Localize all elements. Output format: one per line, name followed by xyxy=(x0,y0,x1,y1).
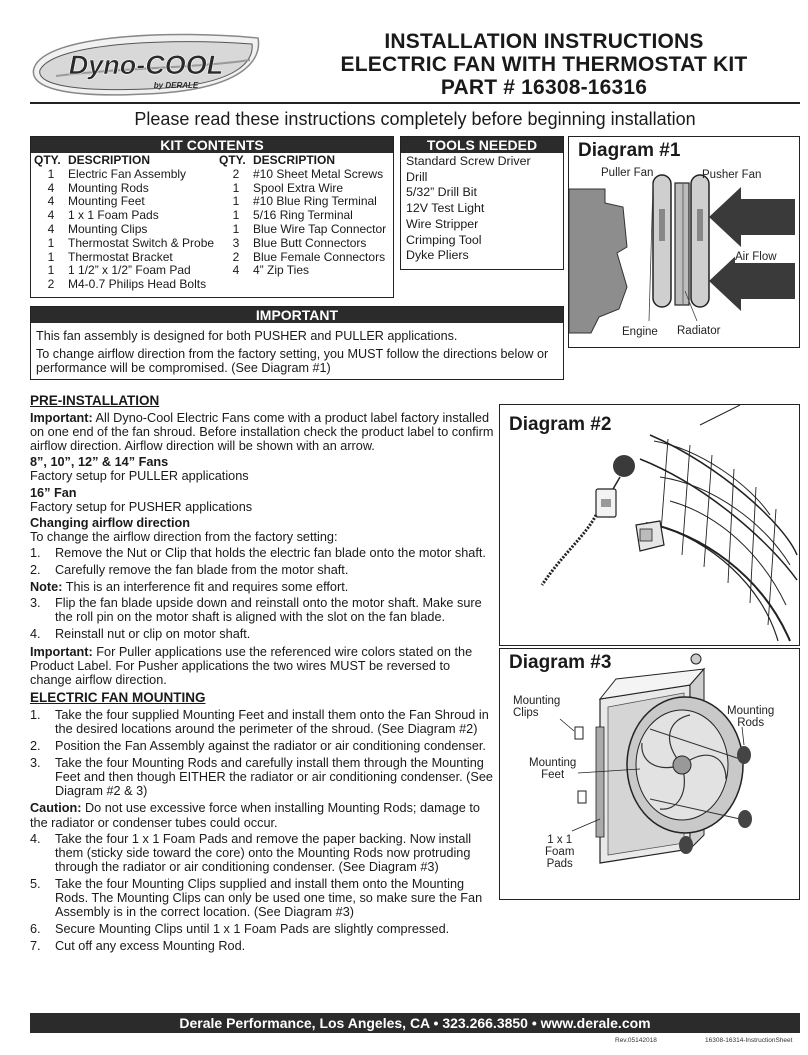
read-notice: Please read these instructions completely before beginning installation xyxy=(134,109,696,129)
footer-bar: Derale Performance, Los Angeles, CA • 323.266.3850 • www.derale.com xyxy=(30,1013,800,1033)
list-item: 4 Mounting Feet xyxy=(47,194,145,209)
tools-list xyxy=(406,154,531,264)
large-fan-text: Factory setup for PUSHER applications xyxy=(30,499,253,514)
brand-by: by DERALE xyxy=(153,81,199,90)
list-item: 1 #10 Blue Ring Terminal xyxy=(232,194,377,209)
list-item: 2. Carefully remove the fan blade from the motor shaft. xyxy=(30,563,349,578)
list-item: 2 M4-0.7 Philips Head Bolts xyxy=(47,277,207,292)
sheet-code: 16308-16314-InstructionSheet xyxy=(705,1037,793,1044)
diagram-3-title: Diagram #3 xyxy=(509,652,612,673)
kit-contents-title: KIT CONTENTS xyxy=(31,137,393,153)
mounting-rods-label: Mounting Rods xyxy=(727,705,775,729)
list-item: 2 Blue Female Connectors xyxy=(232,249,386,264)
small-fans-text: Factory setup for PULLER applications xyxy=(30,469,249,484)
list-item: 1. Take the four supplied Mounting Feet and install them onto the Fan Shroud in the desired locations around the perimeter of the shroud. (See Diagram #2) xyxy=(30,707,489,736)
tools-needed-title: TOOLS NEEDED xyxy=(401,137,563,153)
title-line-1: INSTALLATION INSTRUCTIONS xyxy=(384,30,704,53)
diagram-2-title: Diagram #2 xyxy=(509,414,612,435)
small-fans-heading: 8”, 10”, 12” & 14” Fans xyxy=(30,455,169,470)
list-item: 3 Blue Butt Connectors xyxy=(232,235,367,250)
diagram-2 xyxy=(499,404,800,646)
list-item: 1 Electric Fan Assembly xyxy=(47,166,187,181)
list-item: 6. Secure Mounting Clips until 1 x 1 Foam Pads are slightly compressed. xyxy=(30,922,450,937)
list-item: 2. Position the Fan Assembly against the radiator or air conditioning condenser. xyxy=(30,739,486,754)
list-item: 4 4” Zip Ties xyxy=(232,263,310,278)
changing-airflow-intro: To change the airflow direction from the factory setting: xyxy=(30,529,338,544)
tools-needed-box xyxy=(400,136,564,270)
list-item: 1 Thermostat Switch & Probe xyxy=(47,235,215,250)
list-item: 5/32” Drill Bit xyxy=(406,185,477,200)
kit-contents-right xyxy=(219,154,391,278)
wire-colors-important: Important: For Puller applications use the referenced wire colors stated on the Product Label. For Pusher applications the two wires MUST be reversed to change airflow direction. xyxy=(30,644,473,687)
list-item: 3. Take the four Mounting Rods and carefully install them through the Mounting Feet and then though EITHER the radiator or air conditioning condenser. (See Diagram #2 & 3) xyxy=(30,756,493,799)
revision-code: Rev.05142018 xyxy=(615,1037,657,1044)
brand-name: Dyno-COOL xyxy=(68,50,224,80)
mounting-feet-illustration xyxy=(500,405,799,645)
list-item: 12V Test Light xyxy=(406,201,485,216)
list-item: 2 #10 Sheet Metal Screws xyxy=(232,166,384,181)
list-item: 4 1 x 1 Foam Pads xyxy=(47,208,159,223)
header-rule xyxy=(30,102,800,104)
mounting-clips-label: Mounting Clips xyxy=(513,695,561,719)
foam-pads-label: 1 x 1 Foam Pads xyxy=(545,834,575,870)
important-title: IMPORTANT xyxy=(31,307,563,323)
kit-desc-header: DESCRIPTION xyxy=(68,153,151,167)
interference-note: Note: This is an interference fit and requires some effort. xyxy=(30,580,349,595)
list-item: 1. Remove the Nut or Clip that holds the electric fan blade onto the motor shaft. xyxy=(30,545,486,560)
kit-contents-left xyxy=(34,154,219,292)
puller-fan-label: Puller Fan xyxy=(601,167,654,179)
list-item: Crimping Tool xyxy=(406,232,482,247)
diagram-3 xyxy=(499,648,800,900)
list-item: 1 Spool Extra Wire xyxy=(232,180,344,195)
list-item: Drill xyxy=(406,169,428,184)
air-flow-label: Air Flow xyxy=(735,251,777,263)
list-item: 4 Mounting Rods xyxy=(47,180,149,195)
mounting-feet-label: Mounting Feet xyxy=(529,757,577,781)
list-item: 1 1 1/2” x 1/2” Foam Pad xyxy=(47,263,191,278)
diagram-1 xyxy=(568,136,800,348)
radiator-label: Radiator xyxy=(677,325,721,337)
list-item: 1 Thermostat Bracket xyxy=(47,249,173,264)
engine-label: Engine xyxy=(622,326,658,338)
pusher-fan-label: Pusher Fan xyxy=(702,169,762,181)
pre-installation-heading: PRE-INSTALLATION xyxy=(30,393,160,408)
caution-note: Caution: Do not use excessive force when installing Mounting Rods; damage to the radiator or condenser tubes could occur. xyxy=(30,801,480,830)
kit-desc-header: DESCRIPTION xyxy=(253,153,336,167)
pre-installation-important: Important: All Dyno-Cool Electric Fans come with a product label factory installed on one end of the fan shroud. Before installation check the product label to confirm airflow direction. Airflow direction will be shown with an arrow. xyxy=(30,411,494,454)
list-item: Dyke Pliers xyxy=(406,248,469,263)
diagram-1-title: Diagram #1 xyxy=(578,140,681,161)
title-line-2: ELECTRIC FAN WITH THERMOSTAT KIT xyxy=(340,53,748,76)
instructions-body xyxy=(30,394,495,956)
important-line-2: To change airflow direction from the factory setting, you MUST follow the directions below or performance will be compromised. (See Diagram #1) xyxy=(36,347,549,375)
important-line-1: This fan assembly is designed for both PUSHER and PULLER applications. xyxy=(36,329,458,343)
large-fan-heading: 16” Fan xyxy=(30,485,77,500)
title-line-3: PART # 16308-16316 xyxy=(440,76,648,99)
kit-qty-header: QTY. xyxy=(219,153,246,167)
list-item: 1 5/16 Ring Terminal xyxy=(232,208,353,223)
list-item: 1 Blue Wire Tap Connector xyxy=(232,221,387,236)
list-item: 7. Cut off any excess Mounting Rod. xyxy=(30,939,246,954)
kit-qty-header: QTY. xyxy=(34,153,61,167)
list-item: 5. Take the four Mounting Clips supplied and install them onto the Mounting Rods. The Mounting Clips can only be used one time, so make sure the Fan Assembly is in the correct location. (See Diagram #3) xyxy=(30,876,483,920)
list-item: 4. Take the four 1 x 1 Foam Pads and remove the paper backing. Now install them (sticky side toward the core) onto the Mounting Rods now protruding through the radiator or air conditioning condenser. (See Diagram #3) xyxy=(30,831,472,874)
fan-mounting-heading: ELECTRIC FAN MOUNTING xyxy=(30,689,206,705)
list-item: 4. Reinstall nut or clip on motor shaft. xyxy=(30,627,251,642)
document-title xyxy=(290,30,798,99)
brand-logo xyxy=(26,28,264,100)
list-item: 3. Flip the fan blade upside down and reinstall onto the motor shaft. Make sure the roll pin on the motor shaft is aligned with the slot on the fan blade. xyxy=(30,596,482,625)
important-box xyxy=(30,306,564,380)
list-item: Standard Screw Driver xyxy=(406,154,531,168)
kit-contents-box xyxy=(30,136,394,298)
changing-airflow-heading: Changing airflow direction xyxy=(30,515,191,530)
list-item: 4 Mounting Clips xyxy=(47,221,148,236)
list-item: Wire Stripper xyxy=(406,216,479,231)
